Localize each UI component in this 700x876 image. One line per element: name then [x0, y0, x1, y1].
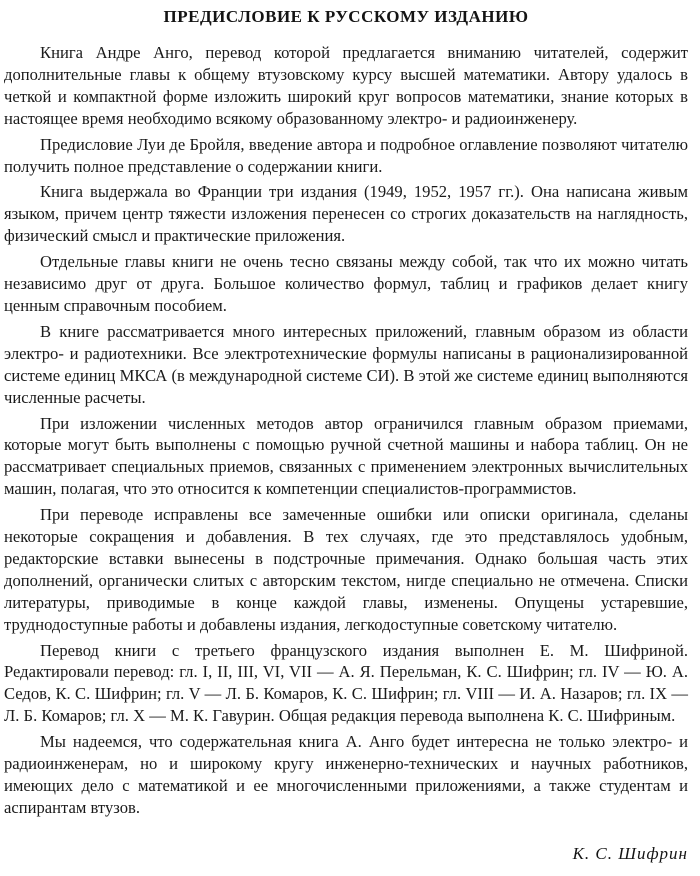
paragraph-5: В книге рассматривается много интересных приложений, главным образом из области электро- и радиотехники. Все электротехнические формулы написаны в рационализированной системе единиц МКСА (в международной системе СИ). В этой же системе единиц выполняются численные расчеты.	[4, 321, 688, 407]
paragraph-1: Книга Андре Анго, перевод которой предлагается вниманию читателей, содержит дополнительные главы к общему втузовскому курсу высшей математики. Автору удалось в четкой и компактной форме изложить широкий круг вопросов математики, знание которых в настоящее время необходимо всякому образованному электро- и радиоинженеру.	[4, 43, 688, 128]
paragraph-7: При переводе исправлены все замеченные ошибки или описки оригинала, сделаны некоторые сокращения и добавления. В тех случаях, где это представлялось удобным, редакторские вставки вынесены в подстрочные примечания. Однако большая часть этих дополнений, органически слитых с авторским текстом, нигде специально не отмечена. Списки литературы, приводимые в конце каждой главы, изменены. Опущены устаревшие, труднодоступные работы и добавлены издания, легкодоступные советскому читателю.	[4, 505, 688, 634]
paragraph-6: При изложении численных методов автор ограничился главным образом приемами, которые могут быть выполнены с помощью ручной счетной машины и набора таблиц. Он не рассматривает специальных приемов, связанных с применением электронных вычислительных машин, полагая, что это относится к компетенции специалистов-программистов.	[4, 413, 688, 499]
document-page	[4, 0, 688, 876]
author-signature: К. С. Шифрин	[572, 844, 688, 863]
page-title: ПРЕДИСЛОВИЕ К РУССКОМУ ИЗДАНИЮ	[163, 7, 529, 26]
paragraph-4: Отдельные главы книги не очень тесно связаны между собой, так что их можно читать независимо друг от друга. Большое количество формул, таблиц и графиков делает книгу ценным справочным пособием.	[4, 252, 688, 315]
paragraph-3: Книга выдержала во Франции три издания (1949, 1952, 1957 гг.). Она написана живым языком, причем центр тяжести изложения перенесен со строгих доказательств на наглядность, физический смысл и практические приложения.	[4, 182, 688, 246]
paragraph-2: Предисловие Луи де Бройля, введение автора и подробное оглавление позволяют читателю получить полное представление о содержании книги.	[4, 134, 688, 176]
paragraph-8: Перевод книги с третьего французского издания выполнен Е. М. Шифриной. Редактировали перевод: гл. I, II, III, VI, VII — А. Я. Перельман, К. С. Шифрин; гл. IV — Ю. А. Седов, К. С. Шифрин; гл. V — Л. Б. Комаров, К. С. Шифрин; гл. VIII — И. А. Назаров; гл. IX — Л. Б. Комаров; гл. X — М. К. Гавурин. Общая редакция перевода выполнена К. С. Шифриным.	[4, 640, 688, 726]
paragraph-9: Мы надеемся, что содержательная книга А. Анго будет интересна не только электро- и радиоинженерам, но и широкому кругу инженерно-технических и научных работников, имеющих дело с математикой и ее многочисленными приложениями, а также студентам и аспирантам втузов.	[4, 732, 688, 817]
